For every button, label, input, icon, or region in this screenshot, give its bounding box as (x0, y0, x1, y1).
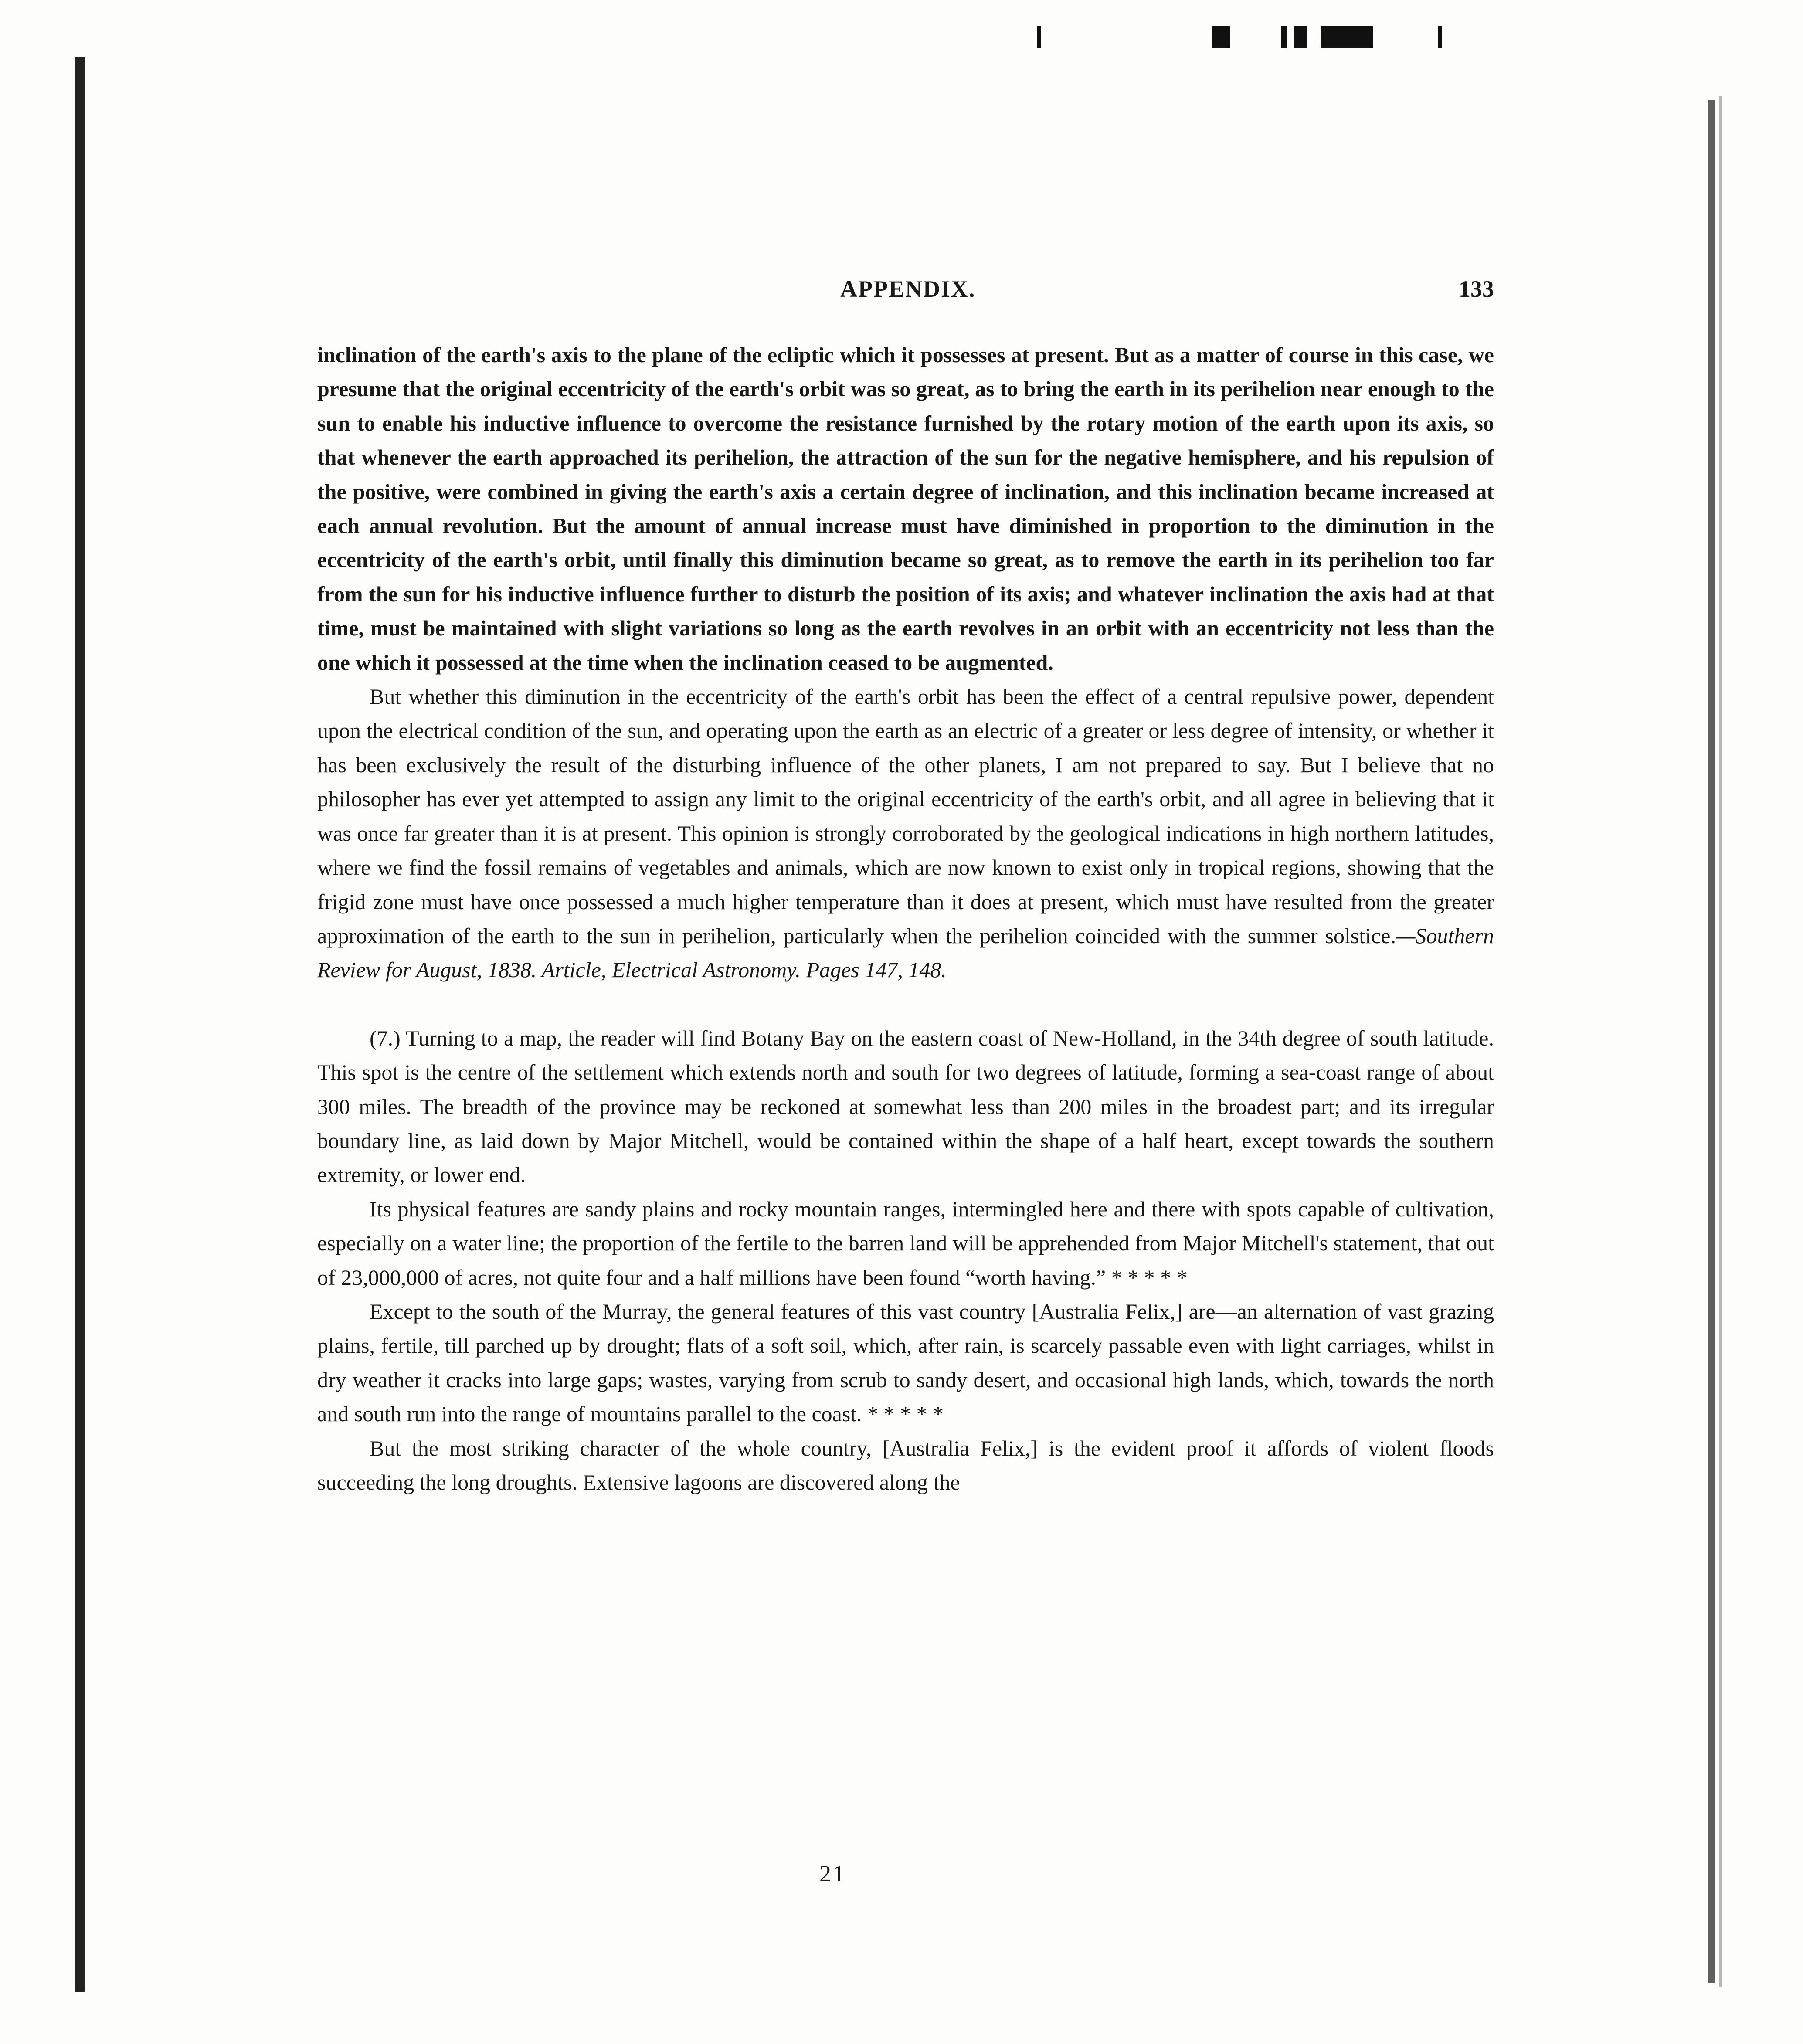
body-text (317, 338, 1494, 1499)
scan-mark (1212, 26, 1230, 48)
running-header (317, 275, 1494, 315)
paragraph: Its physical features are sandy plains and rocky mountain ranges, intermingled here and there with spots capable of cultivation, especially on a water line; the proportion of the fertile to the barren land will be apprehended from Major Mitchell's statement, that out of 23,000,000 of acres, not quite four and a half millions have been found “worth having.” * * * * * (317, 1196, 1494, 1290)
scan-mark (1037, 26, 1041, 48)
scan-mark (1321, 26, 1373, 48)
note-7-paragraph: (7.) Turning to a map, the reader will find Botany Bay on the eastern coast of New-Holland, in the 34th degree of south latitude. This spot is the centre of the settlement which extends north and south for two degrees of latitude, forming a sea-coast range of about 300 miles. The breadth of the province may be reckoned at somewhat less than 200 miles in the broadest part; and its irregular boundary line, as laid down by Major Mitchell, would be contained within the shape of a half heart, except towards the southern extremity, or lower end. (317, 1025, 1494, 1187)
paragraph (317, 679, 1494, 987)
paragraph: Except to the south of the Murray, the general features of this vast country [Australia Felix,] are—an alternation of vast grazing plains, fertile, till parched up by drought; flats of a soft soil, which, after rain, is scarcely passable even with light carriages, whilst in dry weather it cracks into large gaps; wastes, varying from scrub to sandy desert, and occasional high lands, which, towards the north and south run into the range of mountains parallel to the coast. * * * * * (317, 1299, 1494, 1426)
header-title: APPENDIX. (840, 276, 976, 302)
scan-mark (1438, 26, 1442, 48)
paragraph: But the most striking character of the whole country, [Australia Felix,] is the evident proof it affords of violent floods succeeding the long droughts. Extensive lagoons are discovered along the (317, 1436, 1494, 1494)
paragraph-text: But whether this diminution in the eccentricity of the earth's orbit has been the effect of a central repulsive power, dependent upon the electrical condition of the sun, and operating upon the earth as an electric of a greater or less degree of intensity, or whether it has been exclusively the result of the disturbing influence of the other planets, I am not prepared to say. But I believe that no philosopher has ever yet attempted to assign any limit to the original eccentricity of the earth's orbit, and all agree in believing that it was once far greater than it is at present. This opinion is strongly corroborated by the geological indications in high northern latitudes, where we find the fossil remains of vegetables and animals, which are now known to exist only in tropical regions, showing that the frigid zone must have once possessed a much higher temperature than it does at present, which must have resulted from the greater approximation of the earth to the sun in perihelion, particularly when the perihelion coincided with the summer solstice. (317, 684, 1494, 948)
scan-mark (1294, 26, 1307, 48)
paragraph-continued: inclination of the earth's axis to the plane of the ecliptic which it possesses at present. But as a matter of course in this case, we presume that the original eccentricity of the earth's orbit was so great, as to bring the earth in its perihelion near enough to the sun to enable his inductive influence to overcome the resistance furnished by the rotary motion of the earth upon its axis, so that whenever the earth approached its perihelion, the attraction of the sun for the negative hemisphere, and his repulsion of the positive, were combined in giving the earth's axis a certain degree of inclination, and this inclination became increased at each annual revolution. But the amount of annual increase must have diminished in proportion to the diminution in the eccentricity of the earth's orbit, until finally this diminution became so great, as to remove the earth in its perihelion too far from the sun for his inductive influence further to disturb the position of its axis; and whatever inclination the axis had at that time, must be maintained with slight variations so long as the earth revolves in an orbit with an eccentricity not less than the one which it possessed at the time when the inclination ceased to be augmented. (317, 343, 1494, 675)
citation: —Southern Review for August, 1838. Article, Electrical Astronomy. Pages 147, 148. (317, 923, 1494, 982)
scan-edge-right-shadow (1719, 96, 1722, 1987)
signature-mark: 21 (819, 1861, 846, 1887)
scan-mark (1281, 26, 1287, 48)
scan-edge-right (1708, 100, 1715, 1983)
scan-edge-left (75, 57, 85, 1992)
section-gap (317, 987, 1494, 1021)
page-number: 133 (1459, 276, 1494, 302)
